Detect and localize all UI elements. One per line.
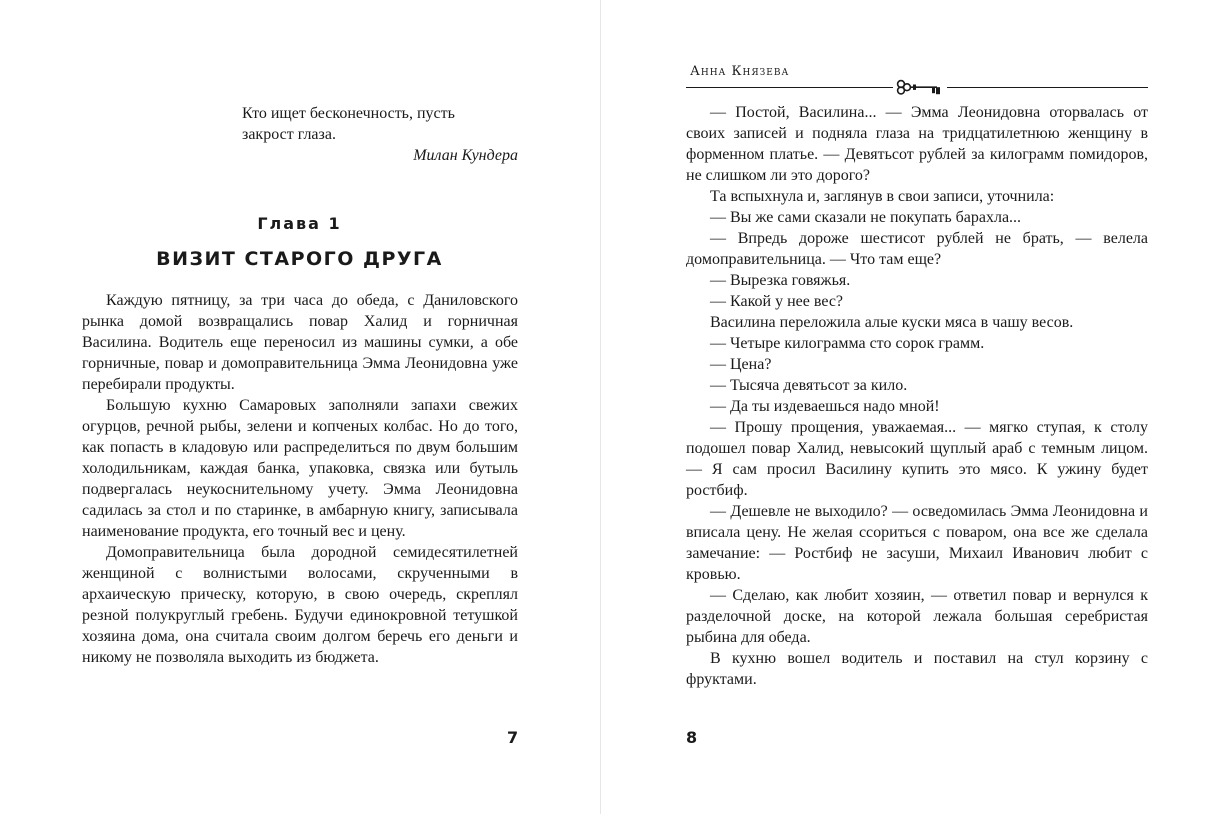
page-number: 7 — [507, 728, 519, 747]
paragraph: Домоправительница была дородной семидесятилетней женщиной с волнистыми волосами, скрученными в архаическую прическу, которую, в свою очередь, скреплял резной полукруглый гребень. Будучи единокровной тетушкой хозяина дома, она считала своим долгом беречь его деньги и никому не позволяла выходить из бюджета. — [82, 544, 518, 666]
paragraph: — Какой у нее вес? — [710, 293, 844, 310]
paragraph: — Прошу прощения, уважаемая... — мягко ступая, к столу подошел повар Халид, невысокий щуплый араб с темным лицом. — Я сам просил Василину купить это мясо. К ужину будет ростбиф. — [686, 419, 1148, 499]
page-number: 8 — [686, 728, 698, 747]
paragraph: — Цена? — [710, 356, 772, 373]
left-page — [0, 0, 600, 814]
paragraph: Большую кухню Самаровых заполняли запахи свежих огурцов, речной рыбы, зелени и копченых колбас. Но до того, как попасть в кладовую или распределиться по двум большим холодильникам, каждая банка, упаковка, связка или бутыль подвергалась неукоснительному учету. Эмма Леонидовна садилась за стол и по старинке, в амбарную книгу, записывала наименование продукта, его точный вес и цену. — [82, 397, 518, 540]
chapter-title: ВИЗИТ СТАРОГО ДРУГА — [156, 248, 443, 270]
epigraph-line: закрост глаза. — [242, 126, 336, 143]
paragraph: — Постой, Василина... — Эмма Леонидовна оторвалась от своих записей и подняла глаза на тридцатилетнюю женщину в форменном платье. — Девятьсот рублей за килограмм помидоров, не слишком ли это дорого? — [686, 104, 1148, 184]
paragraph: — Сделаю, как любит хозяин, — ответил повар и вернулся к разделочной доске, на которой лежала большая серебристая рыбина для обеда. — [686, 587, 1148, 646]
paragraph: Василина переложила алые куски мяса в чашу весов. — [710, 314, 1074, 331]
paragraph: Каждую пятницу, за три часа до обеда, с Даниловского рынка домой возвращались повар Халид и горничная Василина. Водитель еще переносил из машины сумки, а обе горничные, повар и домоправительница Эмма Леонидовна уже перебирали продукты. — [82, 292, 518, 393]
paragraph: Та вспыхнула и, заглянув в свои записи, уточнила: — [710, 188, 1055, 205]
left-body-text — [82, 290, 518, 668]
chapter-number: Глава 1 — [257, 214, 342, 233]
paragraph: — Впредь дороже шестисот рублей не брать, — велела домоправительница. — Что там еще? — [686, 230, 1148, 268]
key-icon — [893, 78, 947, 101]
paragraph: В кухню вошел водитель и поставил на стул корзину с фруктами. — [686, 650, 1148, 688]
epigraph-author: Милан Кундера — [413, 147, 518, 164]
paragraph: — Четыре килограмма сто сорок грамм. — [710, 335, 985, 352]
paragraph: — Да ты издеваешься надо мной! — [710, 398, 940, 415]
paragraph: — Дешевле не выходило? — осведомилась Эмма Леонидовна и вписала цену. Не желая ссориться с поваром, она все же сделала замечание: — Ростбиф не засуши, Михаил Иванович любит с кровью. — [686, 503, 1148, 583]
paragraph: — Вырезка говяжья. — [710, 272, 851, 289]
epigraph — [242, 103, 522, 166]
paragraph: — Тысяча девятьсот за кило. — [710, 377, 908, 394]
paragraph: — Вы же сами сказали не покупать барахла... — [710, 209, 1022, 226]
right-body-text — [686, 102, 1148, 690]
epigraph-line: Кто ищет бесконечность, пусть — [242, 105, 455, 122]
running-head: Анна Князева — [690, 64, 790, 79]
